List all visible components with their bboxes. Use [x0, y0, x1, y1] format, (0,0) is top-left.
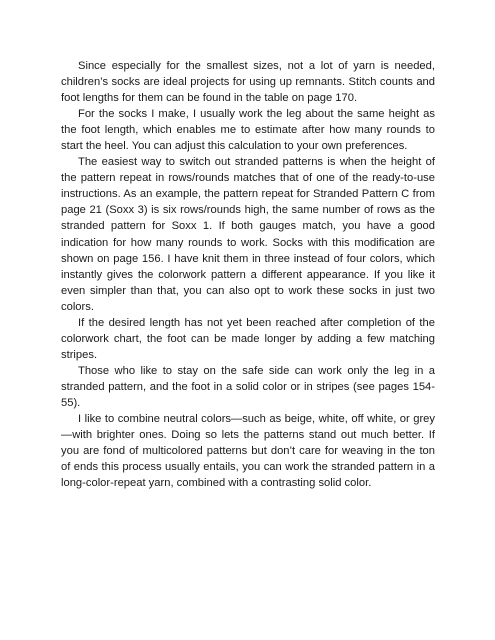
paragraph: I like to combine neutral colors—such as beige, white, off white, or grey—with brighter ones. Doing so lets the patterns stand out much better. If you are fond of multicolored patterns but don’t care for weaving in the ton of ends this process usually entails, you can work the stranded pattern in a long-color-repeat yarn, combined with a contrasting solid color.: [61, 413, 435, 490]
paragraph: Since especially for the smallest sizes, not a lot of yarn is needed, children’s socks are ideal projects for using up remnants. Stitch counts and foot lengths for them can be found in the table on page 170.: [61, 60, 435, 105]
body-text: [61, 58, 435, 491]
paragraph: For the socks I make, I usually work the leg about the same height as the foot length, which enables me to estimate after how many rounds to start the heel. You can adjust this calculation to your own preferences.: [61, 108, 435, 153]
paragraph: The easiest way to switch out stranded patterns is when the height of the pattern repeat in rows/rounds matches that of one of the ready-to-use instructions. As an example, the pattern repeat for Stranded Pattern C from page 21 (Soxx 3) is six rows/rounds high, the same number of rows as the stranded pattern for Soxx 1. If both gauges match, you have a good indication for how many rounds to work. Socks with this modification are shown on page 156. I have knit them in three instead of four colors, which instantly gives the colorwork pattern a different appearance. If you like it even simpler than that, you can also opt to work these socks in just two colors.: [61, 156, 435, 313]
paragraph: If the desired length has not yet been reached after completion of the colorwork chart, the foot can be made longer by adding a few matching stripes.: [61, 316, 435, 361]
paragraph: Those who like to stay on the safe side can work only the leg in a stranded pattern, and the foot in a solid color or in stripes (see pages 154-55).: [61, 364, 435, 409]
